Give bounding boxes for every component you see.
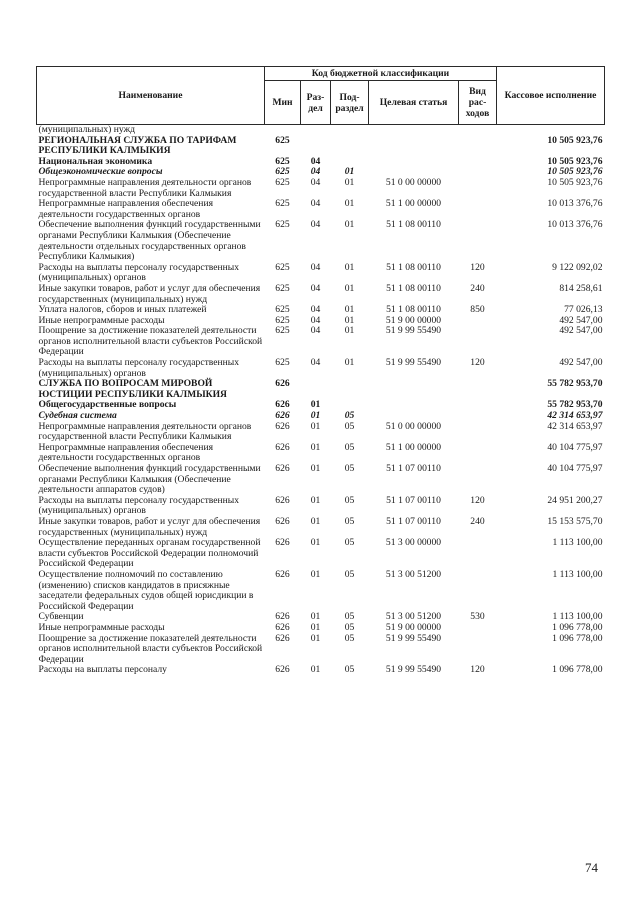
row-podrazdel: 01 xyxy=(344,314,355,326)
row-name: РЕГИОНАЛЬНАЯ СЛУЖБА ПО ТАРИФАМ РЕСПУБЛИКИ КАЛМЫКИЯ xyxy=(38,134,237,157)
row-statya xyxy=(369,157,459,168)
header-min: Мин xyxy=(265,81,301,125)
row-min: 626 xyxy=(275,378,290,390)
row-sum: 15 153 575,70 xyxy=(547,515,603,527)
table-row xyxy=(37,326,605,358)
row-name: Иные непрограммные расходы xyxy=(38,314,165,326)
row-razdel: 04 xyxy=(310,219,321,231)
row-podrazdel: 01 xyxy=(344,198,355,210)
table-row xyxy=(37,623,605,634)
row-name: Уплата налогов, сборов и иных платежей xyxy=(38,304,207,316)
row-statya xyxy=(369,136,459,157)
row-sum: 10 013 376,76 xyxy=(547,219,603,231)
row-statya: 51 0 00 00000 xyxy=(385,176,442,188)
row-sum: 492 547,00 xyxy=(559,325,603,337)
table-row xyxy=(37,178,605,199)
row-name: Общегосударственные вопросы xyxy=(38,399,177,411)
table-row xyxy=(37,517,605,538)
row-sum: 492 547,00 xyxy=(559,314,603,326)
row-min: 625 xyxy=(275,304,290,316)
row-sum: 1 113 100,00 xyxy=(552,568,603,580)
row-statya: 51 1 08 00110 xyxy=(386,304,441,316)
row-podrazdel: 05 xyxy=(344,632,355,644)
row-min: 626 xyxy=(275,568,290,580)
row-name: Судебная система xyxy=(38,410,117,422)
row-sum: 1 096 778,00 xyxy=(552,664,603,676)
header-name: Наименование xyxy=(37,67,265,125)
row-podrazdel: 01 xyxy=(344,219,355,231)
row-min: 626 xyxy=(275,463,290,474)
row-vid xyxy=(459,178,497,199)
table-row xyxy=(37,496,605,517)
row-statya: 51 1 00 00000 xyxy=(385,198,442,210)
row-sum: 1 113 100,00 xyxy=(552,611,603,623)
row-vid xyxy=(459,422,497,443)
table-body xyxy=(37,125,605,676)
row-name: Непрограммные направления обеспечения деятельности государственных органов xyxy=(38,441,213,464)
row-statya: 51 1 08 00110 xyxy=(386,282,441,294)
row-sum: 55 782 953,70 xyxy=(547,399,603,411)
row-podrazdel xyxy=(331,136,369,157)
row-podrazdel: 01 xyxy=(344,357,355,369)
row-min: 625 xyxy=(275,282,290,294)
row-podrazdel: 01 xyxy=(344,166,355,178)
row-min: 625 xyxy=(275,357,290,369)
row-podrazdel: 05 xyxy=(344,664,355,676)
row-sum: 10 505 923,76 xyxy=(547,155,603,167)
row-razdel: 01 xyxy=(310,399,321,411)
row-podrazdel: 05 xyxy=(344,463,355,474)
row-podrazdel: 01 xyxy=(344,304,355,316)
header-razdel: Раз-дел xyxy=(301,81,331,125)
table-row xyxy=(37,464,605,496)
row-sum: 814 258,61 xyxy=(559,282,603,294)
row-razdel: 01 xyxy=(310,611,321,623)
row-razdel: 01 xyxy=(310,441,321,453)
row-vid xyxy=(459,464,497,496)
table-row xyxy=(37,284,605,305)
row-name: Расходы на выплаты персоналу государственных (муниципальных) органов xyxy=(38,494,240,517)
row-min: 626 xyxy=(275,632,290,644)
row-podrazdel: 05 xyxy=(344,515,355,527)
row-razdel: 01 xyxy=(310,621,321,633)
row-statya xyxy=(369,125,459,136)
row-podrazdel: 01 xyxy=(344,282,355,294)
row-podrazdel: 05 xyxy=(344,611,355,623)
row-razdel: 04 xyxy=(310,166,321,178)
row-statya: 51 9 00 00000 xyxy=(385,314,442,326)
row-name: Национальная экономика xyxy=(38,155,153,167)
row-vid xyxy=(459,411,497,422)
row-name: Иные закупки товаров, работ и услуг для обеспечения государственных (муниципальных) нужд xyxy=(38,282,261,305)
header-podrazdel: Под-раздел xyxy=(331,81,369,125)
row-vid xyxy=(459,136,497,157)
row-vid: 240 xyxy=(470,282,485,294)
row-statya: 51 3 00 51200 xyxy=(385,611,442,623)
row-sum: 1 113 100,00 xyxy=(552,537,603,549)
header-code-group: Код бюджетной классификации xyxy=(265,67,497,81)
row-razdel: 04 xyxy=(310,261,321,273)
row-min: 626 xyxy=(275,494,290,506)
row-vid xyxy=(459,379,497,400)
row-razdel: 01 xyxy=(310,463,321,474)
row-vid: 240 xyxy=(470,515,485,527)
row-name: Общеэкономические вопросы xyxy=(38,166,163,178)
row-name: Осуществление переданных органам государственной власти субъектов Российской Федерации полномочий Российской Федерации xyxy=(38,537,261,570)
row-vid xyxy=(459,634,497,666)
row-podrazdel: 05 xyxy=(344,494,355,506)
row-min: 625 xyxy=(275,155,290,167)
row-sum: 1 096 778,00 xyxy=(552,632,603,644)
row-sum: 10 505 923,76 xyxy=(547,166,603,178)
row-razdel: 04 xyxy=(310,198,321,210)
row-razdel xyxy=(301,125,331,136)
row-sum: 24 951 200,27 xyxy=(547,494,603,506)
row-razdel: 04 xyxy=(310,282,321,294)
row-statya: 51 1 07 00110 xyxy=(386,463,441,474)
page-number: 74 xyxy=(585,860,598,875)
row-razdel: 04 xyxy=(310,176,321,188)
row-podrazdel xyxy=(331,379,369,400)
row-podrazdel: 05 xyxy=(344,420,355,432)
row-razdel: 01 xyxy=(310,515,321,527)
row-min: 626 xyxy=(275,399,290,411)
row-razdel: 04 xyxy=(310,357,321,369)
row-name: Иные закупки товаров, работ и услуг для обеспечения государственных (муниципальных) нужд xyxy=(38,515,261,538)
row-vid xyxy=(459,167,497,178)
row-vid xyxy=(459,443,497,464)
row-sum: 492 547,00 xyxy=(559,357,603,369)
row-podrazdel: 01 xyxy=(344,176,355,188)
row-name: Расходы на выплаты персоналу государственных (муниципальных) органов xyxy=(38,261,240,284)
row-podrazdel: 05 xyxy=(344,537,355,549)
table-row xyxy=(37,634,605,666)
row-name: Иные непрограммные расходы xyxy=(38,621,165,633)
row-razdel: 01 xyxy=(310,410,321,422)
row-min: 626 xyxy=(275,420,290,432)
row-razdel: 04 xyxy=(310,304,321,316)
row-statya: 51 3 00 51200 xyxy=(385,568,442,580)
row-razdel: 04 xyxy=(310,314,321,326)
row-name: Расходы на выплаты персоналу государственных (муниципальных) органов xyxy=(38,357,240,379)
row-name: Непрограммные направления обеспечения деятельности государственных органов xyxy=(38,198,213,220)
table-row xyxy=(37,538,605,570)
row-statya: 51 9 99 55490 xyxy=(385,325,442,337)
row-statya: 51 0 00 00000 xyxy=(385,420,442,432)
row-name: Осуществление полномочий по составлению (изменению) списков кандидатов в присяжные заседатели федеральных судов общей юрисдикции в Российской Федерации xyxy=(38,568,254,612)
row-name: Непрограммные направления деятельности органов государственной власти Республики Калмыкия xyxy=(38,176,252,199)
row-podrazdel: 01 xyxy=(344,325,355,337)
row-vid: 530 xyxy=(470,611,485,623)
row-vid: 850 xyxy=(470,304,485,316)
row-name: (муниципальных) нужд xyxy=(38,124,136,135)
row-sum: 9 122 092,02 xyxy=(552,261,603,273)
row-razdel: 01 xyxy=(310,494,321,506)
row-razdel xyxy=(301,136,331,157)
row-statya: 51 9 00 00000 xyxy=(385,621,442,633)
row-vid: 120 xyxy=(470,664,485,676)
budget-table xyxy=(36,66,605,676)
row-name: Обеспечение выполнения функций государственными органами Республики Калмыкия (Обеспечение деятельности отдельных государственных органов Республики Калмыкия) xyxy=(38,219,261,263)
row-min: 625 xyxy=(275,219,290,231)
row-statya: 51 1 07 00110 xyxy=(386,494,441,506)
row-min: 626 xyxy=(275,441,290,453)
row-min xyxy=(265,125,301,136)
row-sum: 10 505 923,76 xyxy=(547,176,603,188)
row-vid: 120 xyxy=(470,357,485,369)
row-min: 626 xyxy=(275,515,290,527)
row-statya: 51 9 99 55490 xyxy=(385,632,442,644)
row-vid xyxy=(459,400,497,411)
row-vid xyxy=(459,623,497,634)
table-header xyxy=(37,67,605,125)
table-row xyxy=(37,665,605,676)
row-statya xyxy=(369,400,459,411)
row-name: Поощрение за достижение показателей деятельности органов исполнительной власти субъектов Российской Федерации xyxy=(38,325,263,358)
row-vid xyxy=(459,220,497,262)
header-statya: Целевая статья xyxy=(369,81,459,125)
row-razdel: 01 xyxy=(310,537,321,549)
row-vid xyxy=(459,125,497,136)
table-row xyxy=(37,199,605,220)
row-min: 625 xyxy=(275,325,290,337)
table-row xyxy=(37,400,605,411)
header-vid: Вид рас-ходов xyxy=(459,81,497,125)
row-min: 626 xyxy=(275,611,290,623)
row-sum: 10 505 923,76 xyxy=(547,134,603,146)
row-name: Расходы на выплаты персоналу xyxy=(38,664,167,676)
row-min: 625 xyxy=(275,134,290,146)
row-name: СЛУЖБА ПО ВОПРОСАМ МИРОВОЙ ЮСТИЦИИ РЕСПУБЛИКИ КАЛМЫКИЯ xyxy=(38,378,227,400)
row-razdel: 01 xyxy=(310,632,321,644)
row-sum: 10 013 376,76 xyxy=(547,198,603,210)
row-razdel: 01 xyxy=(310,664,321,676)
row-name: Непрограммные направления деятельности органов государственной власти Республики Калмыкия xyxy=(38,420,252,443)
row-statya: 51 1 08 00110 xyxy=(386,219,441,231)
row-name: Поощрение за достижение показателей деятельности органов исполнительной власти субъектов Российской Федерации xyxy=(38,632,263,665)
row-min: 625 xyxy=(275,261,290,273)
row-statya: 51 9 99 55490 xyxy=(385,664,442,676)
row-min: 625 xyxy=(275,198,290,210)
row-sum: 40 104 775,97 xyxy=(547,441,603,453)
table-row xyxy=(37,263,605,284)
table-row xyxy=(37,220,605,262)
row-statya: 51 1 07 00110 xyxy=(386,515,441,527)
row-sum: 55 782 953,70 xyxy=(547,378,603,390)
row-podrazdel: 05 xyxy=(344,441,355,453)
row-min: 626 xyxy=(275,410,290,422)
row-sum: 1 096 778,00 xyxy=(552,621,603,633)
row-podrazdel: 05 xyxy=(344,568,355,580)
row-vid xyxy=(459,326,497,358)
table-row xyxy=(37,358,605,379)
row-razdel: 01 xyxy=(310,568,321,580)
table-row xyxy=(37,379,605,400)
row-podrazdel: 05 xyxy=(344,410,355,422)
row-min: 625 xyxy=(275,176,290,188)
row-statya: 51 1 08 00110 xyxy=(386,261,441,273)
row-vid xyxy=(459,157,497,168)
row-min: 626 xyxy=(275,664,290,676)
row-sum xyxy=(497,125,605,136)
header-sum: Кассовое исполнение xyxy=(497,67,605,125)
row-sum: 42 314 653,97 xyxy=(547,410,603,422)
row-podrazdel: 01 xyxy=(344,261,355,273)
row-sum: 42 314 653,97 xyxy=(547,420,603,432)
row-sum: 40 104 775,97 xyxy=(547,463,603,474)
row-razdel: 01 xyxy=(310,420,321,432)
table-row xyxy=(37,136,605,157)
row-razdel xyxy=(301,379,331,400)
row-razdel: 04 xyxy=(310,325,321,337)
row-name: Субвенции xyxy=(38,611,84,623)
row-min: 626 xyxy=(275,621,290,633)
row-name: Обеспечение выполнения функций государственными органами Республики Калмыкия (Обеспечение деятельности аппаратов судов) xyxy=(38,463,261,496)
row-statya xyxy=(369,379,459,400)
table-row xyxy=(37,570,605,612)
row-vid xyxy=(459,199,497,220)
row-podrazdel: 05 xyxy=(344,621,355,633)
row-min: 625 xyxy=(275,166,290,178)
table-row xyxy=(37,125,605,136)
row-vid xyxy=(459,570,497,612)
row-podrazdel xyxy=(331,125,369,136)
row-vid: 120 xyxy=(470,494,485,506)
row-vid xyxy=(459,316,497,327)
row-sum: 77 026,13 xyxy=(564,304,603,316)
row-min: 625 xyxy=(275,314,290,326)
row-vid: 120 xyxy=(470,261,485,273)
row-statya: 51 1 00 00000 xyxy=(385,441,442,453)
table-row xyxy=(37,422,605,443)
row-statya: 51 9 99 55490 xyxy=(385,357,442,369)
row-min: 626 xyxy=(275,537,290,549)
row-vid xyxy=(459,538,497,570)
row-razdel: 04 xyxy=(310,155,321,167)
table-row xyxy=(37,443,605,464)
row-statya: 51 3 00 00000 xyxy=(385,537,442,549)
